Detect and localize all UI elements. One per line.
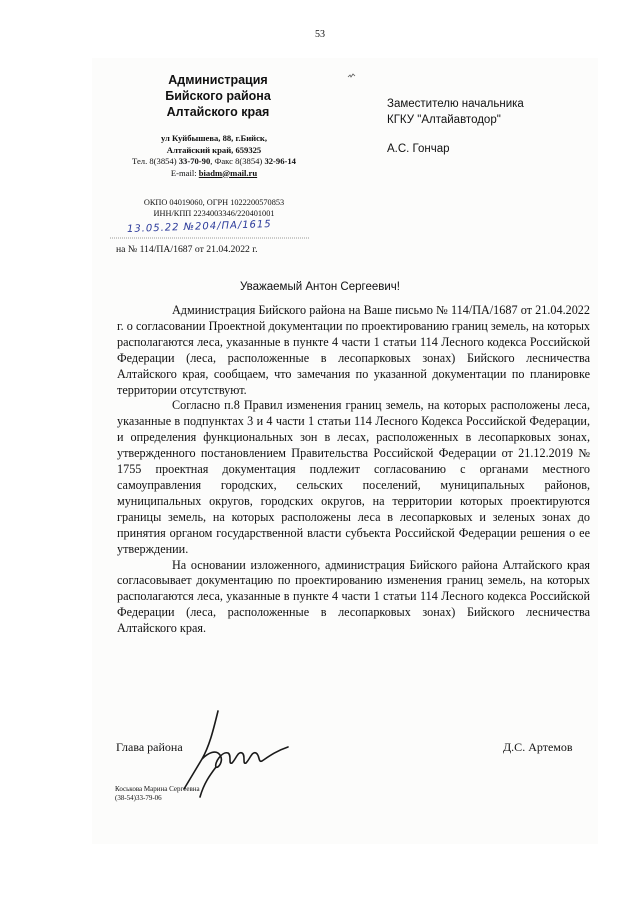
- addressee-block: [387, 96, 587, 157]
- registry-codes: [101, 197, 327, 219]
- phone-number: 33-70-90: [178, 156, 211, 166]
- salutation: Уважаемый Антон Сергеевич!: [240, 281, 400, 293]
- org-line-1: Администрация: [168, 73, 268, 87]
- signatory-name: Д.С. Артемов: [503, 740, 573, 754]
- address-line-2: Алтайский край, 659325: [166, 144, 262, 155]
- org-line-2: Бийского района: [165, 89, 271, 103]
- org-line-3: Алтайского края: [166, 105, 270, 119]
- inn-kpp: ИНН/КПП 2234003346/220401001: [153, 209, 275, 218]
- page-number: 53: [315, 29, 325, 40]
- handwritten-registration-number: 13.05.22 №204/ПА/1615: [126, 218, 272, 235]
- body-paragraph-3: На основании изложенного, администрация Бийского района Алтайского края согласовывает документацию по проектированию изменения границ земель, на которых располагаются леса, указанные в пункте 4 части 1 статьи 114 Лесного кодекса Российской Федерации (леса, расположенные в лесопарковых зонах) Бийского лесничества Алтайского края.: [117, 557, 590, 636]
- reply-reference: на № 114/ПА/1687 от 21.04.2022 г.: [116, 244, 258, 255]
- executor-phone: (38-54)33-79-06: [115, 794, 162, 802]
- fax-number: 32-96-14: [264, 156, 296, 166]
- address-line-1: ул Куйбышева, 88, г.Бийск,: [160, 133, 268, 143]
- phone-line: Тел. 8(3854) 33-70-90, Факс 8(3854) 32-96-14: [132, 156, 296, 166]
- addressee-line-2: КГКУ "Алтайавтодор": [387, 114, 501, 126]
- okpo-ogrn: ОКПО 04019060, ОГРН 1022200570853: [143, 198, 285, 207]
- email-line: E-mail: biadm@mail.ru: [170, 167, 258, 178]
- addressee-name: А.С. Гончар: [387, 143, 450, 155]
- addressee-line-1: Заместителю начальника: [387, 98, 524, 110]
- body-paragraph-1: Администрация Бийского района на Ваше письмо № 114/ПА/1687 от 21.04.2022 г. о согласовании Проектной документации по проектированию границ земель, на которых располагаются леса, указанные в пункте 4 части 1 статьи 114 Лесного кодекса Российской Федерации (леса, расположенные в лесопарковых зонах) Бийского лесничества Алтайского края, сообщаем, что замечания по указанной документации по планировке территории отсутствуют.: [117, 303, 590, 397]
- sender-organization: [118, 72, 318, 120]
- sender-address-block: [101, 133, 327, 179]
- email-link[interactable]: biadm@mail.ru: [198, 167, 258, 178]
- stray-mark: [347, 73, 357, 79]
- letter-body: [117, 303, 590, 637]
- signatory-position: Глава района: [116, 740, 183, 754]
- executor-name: Коськова Марина Сергеевна: [115, 785, 200, 793]
- body-paragraph-2: Согласно п.8 Правил изменения границ земель, на которых расположены леса, указанные в подпунктах 3 и 4 части 1 статьи 114 Лесного Кодекса Российской Федерации, и определения функциональных зон в лесах, расположенных в лесопарковых зонах, утвержденного постановлением Правительства Российской Федерации от 21.12.2019 № 1755 проектная документация подлежит согласованию с органами местного самоуправления городских, сельских поселений, муниципальных районов, муниципальных округов, городских округов, на территории которых проектируются границы земель, на которых расположены леса в лесопарковых и зеленых зонах до принятия органом государственной власти субъекта Российской Федерации решения о ее утверждении.: [117, 398, 590, 556]
- registration-underline: [110, 236, 310, 240]
- executor-block: [115, 785, 200, 803]
